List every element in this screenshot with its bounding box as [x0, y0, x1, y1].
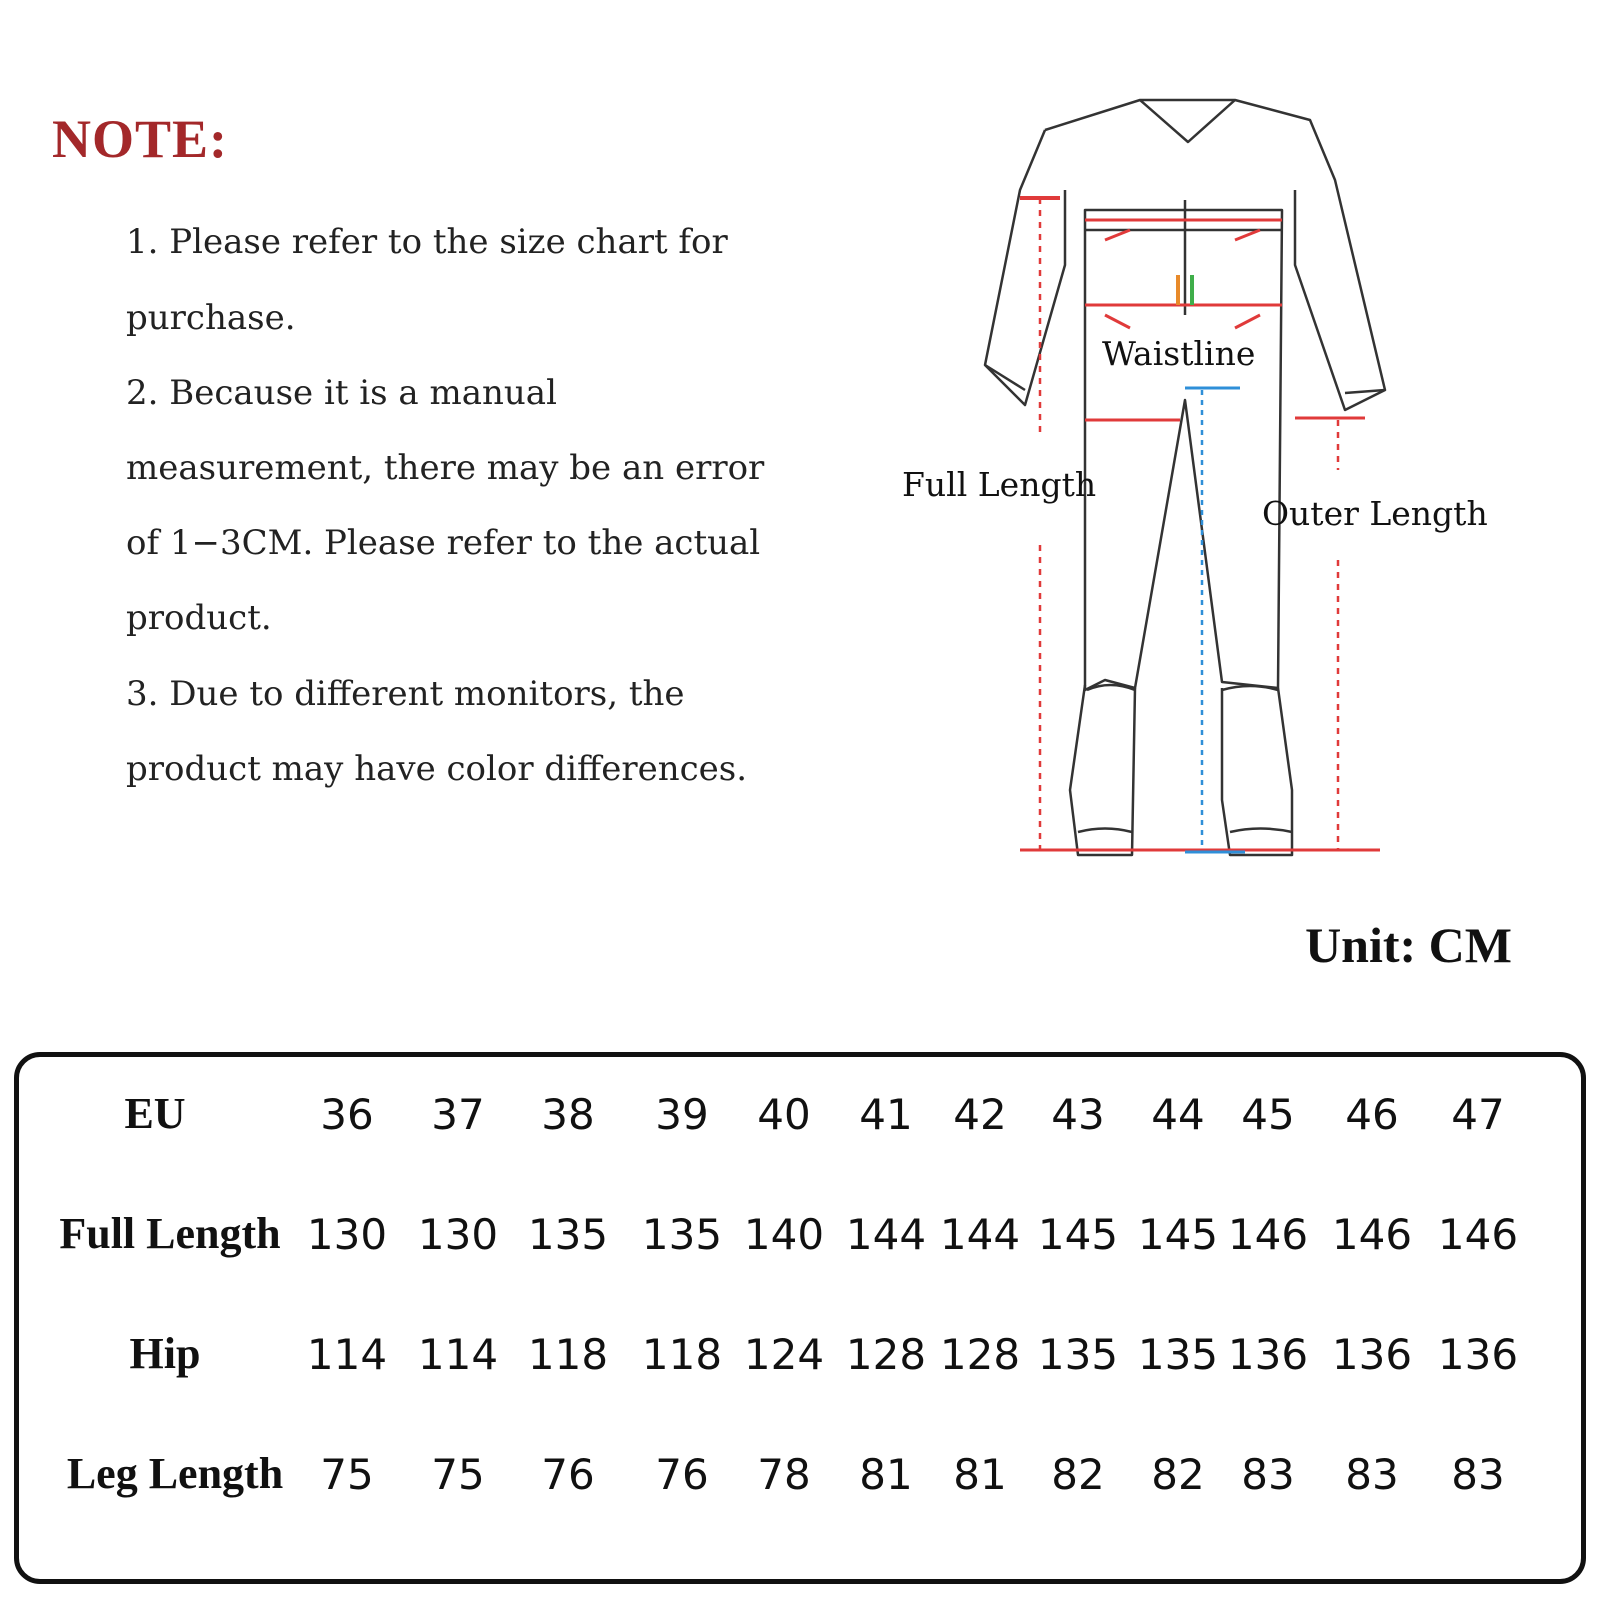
- table-cell: 146: [1437, 1210, 1519, 1259]
- note-line: 3. Due to different monitors, the: [126, 674, 685, 714]
- table-cell: 144: [845, 1210, 927, 1259]
- table-cell: 39: [655, 1090, 709, 1139]
- table-row-label: Leg Length: [66, 1449, 284, 1498]
- table-cell: 144: [939, 1210, 1021, 1259]
- table-cell: 41: [859, 1090, 913, 1139]
- table-cell: 136: [1227, 1330, 1309, 1379]
- table-cell: 136: [1437, 1330, 1519, 1379]
- table-cell: 47: [1451, 1090, 1505, 1139]
- table-cell: 75: [320, 1450, 374, 1499]
- table-cell: 128: [939, 1330, 1021, 1379]
- table-cell: 136: [1331, 1330, 1413, 1379]
- table-cell: 78: [757, 1450, 811, 1499]
- table-cell: 81: [953, 1450, 1007, 1499]
- table-row-label: EU: [124, 1089, 186, 1138]
- table-cell: 146: [1227, 1210, 1309, 1259]
- table-cell: 140: [743, 1210, 825, 1259]
- table-cell: 82: [1151, 1450, 1205, 1499]
- wader-size-diagram: [900, 90, 1540, 890]
- table-cell: 43: [1051, 1090, 1105, 1139]
- table-cell: 135: [641, 1210, 723, 1259]
- note-title: NOTE:: [52, 109, 229, 169]
- table-cell: 76: [655, 1450, 709, 1499]
- note-line: of 1−3CM. Please refer to the actual: [126, 523, 761, 563]
- note-line: product may have color differences.: [126, 749, 748, 789]
- table-cell: 114: [306, 1330, 388, 1379]
- table-cell: 83: [1345, 1450, 1399, 1499]
- note-line: product.: [126, 598, 272, 638]
- table-cell: 114: [417, 1330, 499, 1379]
- note-line: 2. Because it is a manual: [126, 373, 557, 413]
- table-cell: 135: [1137, 1330, 1219, 1379]
- table-cell: 40: [757, 1090, 811, 1139]
- table-cell: 81: [859, 1450, 913, 1499]
- table-cell: 145: [1037, 1210, 1119, 1259]
- table-cell: 128: [845, 1330, 927, 1379]
- table-cell: 130: [417, 1210, 499, 1259]
- table-cell: 36: [320, 1090, 374, 1139]
- table-cell: 44: [1151, 1090, 1205, 1139]
- table-cell: 82: [1051, 1450, 1105, 1499]
- waistline-label: Waistline: [1102, 334, 1256, 373]
- table-cell: 118: [527, 1330, 609, 1379]
- table-cell: 38: [541, 1090, 595, 1139]
- outer-length-label: Outer Length: [1262, 494, 1488, 533]
- note-line: measurement, there may be an error: [126, 448, 765, 488]
- table-cell: 83: [1451, 1450, 1505, 1499]
- table-cell: 130: [306, 1210, 388, 1259]
- table-cell: 135: [1037, 1330, 1119, 1379]
- note-line: purchase.: [126, 298, 296, 338]
- table-cell: 124: [743, 1330, 825, 1379]
- table-cell: 135: [527, 1210, 609, 1259]
- table-cell: 118: [641, 1330, 723, 1379]
- unit-label: Unit: CM: [1305, 917, 1512, 973]
- table-cell: 145: [1137, 1210, 1219, 1259]
- table-cell: 42: [953, 1090, 1007, 1139]
- table-row-label: Hip: [129, 1329, 201, 1378]
- table-cell: 46: [1345, 1090, 1399, 1139]
- table-cell: 83: [1241, 1450, 1295, 1499]
- table-cell: 45: [1241, 1090, 1295, 1139]
- table-cell: 75: [431, 1450, 485, 1499]
- table-row-label: Full Length: [59, 1209, 281, 1258]
- table-cell: 37: [431, 1090, 485, 1139]
- table-cell: 76: [541, 1450, 595, 1499]
- table-cell: 146: [1331, 1210, 1413, 1259]
- full-length-label: Full Length: [902, 465, 1097, 504]
- note-line: 1. Please refer to the size chart for: [126, 222, 728, 262]
